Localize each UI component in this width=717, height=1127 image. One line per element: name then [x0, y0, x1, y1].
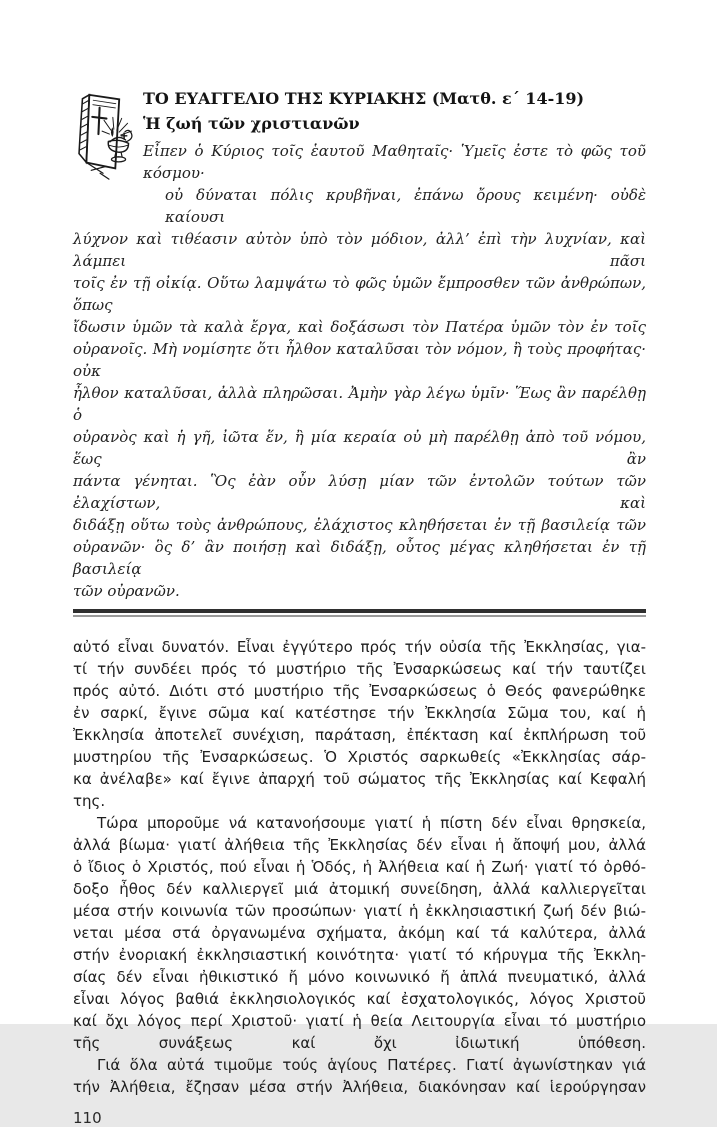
commentary-line: τί τήν συνδέει πρός τό μυστήριο τῆς Ἐνσαρκώσεως καί τήν ταυτίζει: [73, 660, 646, 678]
commentary-line: νεται μέσα στά ὀργανωμένα σχήματα, ἀκόμη καί τά καλύτερα, ἀλλά: [73, 924, 646, 942]
gospel-book-and-vigil-lamp-icon: [73, 88, 137, 186]
section-divider-rule: [73, 609, 646, 617]
commentary-line: Τώρα μποροῦμε νά κατανοήσουμε γιατί ἡ πίστη δέν εἶναι θρησκεία,: [97, 814, 646, 832]
commentary-line: αὐτό εἶναι δυνατόν. Εἶναι ἐγγύτερο πρός τήν οὐσία τῆς Ἐκκλησίας, για-: [73, 638, 646, 656]
commentary-line: τῆς συνάξεως καί ὄχι ἰδιωτική ὑπόθεση.: [73, 1034, 646, 1052]
gospel-line: ἴδωσιν ὑμῶν τὰ καλὰ ἔργα, καὶ δοξάσωσι τὸν Πατέρα ὑμῶν τὸν ἐν τοῖς: [73, 318, 646, 336]
commentary-line: της.: [73, 792, 106, 810]
gospel-title: ΤΟ ΕΥΑΓΓΕΛΙΟ ΤΗΣ ΚΥΡΙΑΚΗΣ (Ματθ. ε´ 14-19): [143, 89, 585, 108]
gospel-header: [73, 86, 646, 228]
commentary-line: κα ἀνέλαβε» καί ἔγινε ἀπαρχή τοῦ σώματος τῆς Ἐκκλησίας καί Κεφαλή: [73, 770, 646, 788]
gospel-line: Εἶπεν ὁ Κύριος τοῖς ἑαυτοῦ Μαθηταῖς· Ὑμεῖς ἐστε τὸ φῶς τοῦ κόσμου·: [143, 142, 646, 182]
commentary-line: μέσα στήν κοινωνία τῶν προσώπων· γιατί ἡ ἐκκλησιαστική ζωή δέν βιώ-: [73, 902, 646, 920]
gospel-line: οὐ δύναται πόλις κρυβῆναι, ἐπάνω ὄρους κειμένη· οὐδὲ καίουσι: [165, 186, 646, 226]
commentary-line: στήν ἐνοριακή ἐκκλησιαστική κοινότητα· γιατί τό κήρυγμα τῆς Ἐκκλη-: [73, 946, 646, 964]
page-number: 110: [73, 1109, 102, 1127]
gospel-line: τοῖς ἐν τῇ οἰκίᾳ. Οὕτω λαμψάτω τὸ φῶς ὑμῶν ἔμπροσθεν τῶν ἀνθρώπων, ὅπως: [73, 274, 646, 314]
commentary-line: εἶναι λόγος βαθιά ἐκκλησιολογικός καί ἐσχατολογικός, λόγος Χριστοῦ: [73, 990, 646, 1008]
commentary-text: [73, 636, 646, 1098]
commentary-line: σίας δέν εἶναι ἠθικιστικό ἤ μόνο κοινωνικό ἤ ἁπλά πνευματικό, ἀλλά: [73, 968, 646, 986]
commentary-line: μυστηρίου τῆς Ἐνσαρκώσεως. Ὁ Χριστός σαρκωθείς «Ἐκκλησίας σάρ-: [73, 748, 646, 766]
commentary-line: Γιά ὅλα αὐτά τιμοῦμε τούς ἁγίους Πατέρες. Γιατί ἀγωνίστηκαν γιά: [97, 1056, 646, 1074]
gospel-line: πάντα γένηται. Ὃς ἐὰν οὖν λύσῃ μίαν τῶν ἐντολῶν τούτων τῶν ἐλαχίστων, καὶ: [73, 472, 646, 512]
gospel-line: διδάξῃ οὕτω τοὺς ἀνθρώπους, ἐλάχιστος κληθήσεται ἐν τῇ βασιλείᾳ τῶν: [73, 516, 646, 534]
gospel-line: λύχνον καὶ τιθέασιν αὐτὸν ὑπὸ τὸν μόδιον, ἀλλ’ ἐπὶ τὴν λυχνίαν, καὶ λάμπει πᾶσι: [73, 230, 646, 270]
commentary-line: καί ὄχι λόγος περί Χριστοῦ· γιατί ἡ θεία Λειτουργία εἶναι τό μυστήριο: [73, 1012, 646, 1030]
commentary-line: ἐν σαρκί, ἔγινε σῶμα καί κατέστησε τήν Ἐκκλησία Σῶμα του, καί ἡ: [73, 704, 646, 722]
gospel-line: ἦλθον καταλῦσαι, ἀλλὰ πληρῶσαι. Ἀμὴν γὰρ λέγω ὑμῖν· Ἕως ἂν παρέλθῃ ὁ: [73, 384, 646, 424]
gospel-reading-beside-icon: [143, 140, 646, 228]
gospel-line: οὐρανὸς καὶ ἡ γῆ, ἰῶτα ἕν, ἢ μία κεραία οὐ μὴ παρέλθῃ ἀπὸ τοῦ νόμου, ἕως ἂν: [73, 428, 646, 468]
page-content: [73, 86, 646, 1127]
gospel-subtitle: Ἡ ζωή τῶν χριστιανῶν: [143, 114, 360, 133]
commentary-line: Ἐκκλησία ἀποτελεῖ συνέχιση, παράταση, ἐπέκταση καί ἐκπλήρωση τοῦ: [73, 726, 646, 744]
gospel-reading: [73, 228, 646, 602]
gospel-line: οὐρανοῖς. Μὴ νομίσητε ὅτι ἦλθον καταλῦσαι τὸν νόμον, ἢ τοὺς προφήτας· οὐκ: [73, 340, 646, 380]
commentary-line: ἀλλά βίωμα· γιατί ἀλήθεια τῆς Ἐκκλησίας δέν εἶναι ἡ ἄποψή μου, ἀλλά: [73, 836, 646, 854]
commentary-line: πρός αὐτό. Διότι στό μυστήριο τῆς Ἐνσαρκώσεως ὁ Θεός φανερώθηκε: [73, 682, 646, 700]
commentary-line: τήν Ἀλήθεια, ἔζησαν μέσα στήν Ἀλήθεια, διακόνησαν καί ἱερούργησαν: [73, 1078, 646, 1096]
gospel-line: τῶν οὐρανῶν.: [73, 582, 180, 600]
gospel-line: οὐρανῶν· ὃς δ’ ἂν ποιήσῃ καὶ διδάξῃ, οὗτος μέγας κληθήσεται ἐν τῇ βασιλείᾳ: [73, 538, 646, 578]
commentary-line: ὁ ἴδιος ὁ Χριστός, πού εἶναι ἡ Ὁδός, ἡ Ἀλήθεια καί ἡ Ζωή· γιατί τό ὀρθό-: [73, 858, 646, 876]
gospel-header-text: [143, 86, 646, 228]
commentary-line: δοξο ἦθος δέν καλλιεργεῖ μιά ἀτομική συνείδηση, ἀλλά καλλιεργεῖται: [73, 880, 646, 898]
